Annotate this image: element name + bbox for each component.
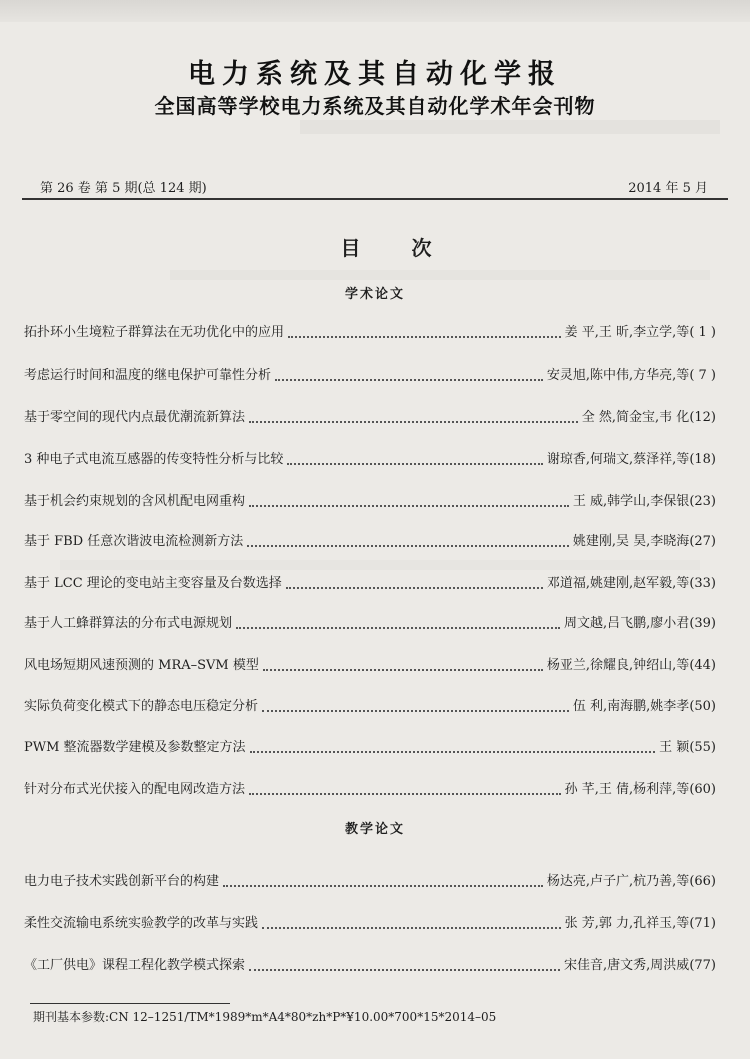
toc-entry-authors: 全 然,简金宝,韦 化 [581, 410, 690, 425]
toc-entry-title: 电力电子技术实践创新平台的构建 [24, 874, 220, 889]
toc-leader-dots [288, 326, 561, 338]
toc-entry-page: (33) [689, 576, 716, 591]
toc-entry[interactable] [24, 490, 716, 510]
toc-entry[interactable] [24, 912, 716, 932]
toc-entry-page: (77) [689, 958, 716, 973]
journal-parameters: 期刊基本参数:CN 12–1251/TM*1989*m*A4*80*zh*P*¥10.00*700*15*2014–05 [33, 1010, 497, 1024]
toc-entry-page: ( 7 ) [689, 368, 716, 383]
toc-leader-dots [249, 959, 560, 971]
toc-entry-authors: 杨达亮,卢子广,杭乃善,等 [546, 874, 690, 889]
toc-entry-authors: 孙 芊,王 倩,杨利萍,等 [564, 782, 690, 797]
toc-heading: 目 次 [340, 236, 454, 260]
toc-entry-page: (27) [689, 534, 716, 549]
toc-entry-title: 实际负荷变化模式下的静态电压稳定分析 [24, 699, 259, 714]
toc-entry[interactable] [24, 612, 716, 632]
show-through-mark [170, 270, 710, 280]
toc-entry-page: ( 1 ) [689, 325, 716, 340]
toc-leader-dots [275, 369, 543, 381]
toc-entry-page: (18) [689, 452, 716, 467]
show-through-mark [300, 120, 720, 134]
toc-entry-title: 基于 LCC 理论的变电站主变容量及台数选择 [24, 576, 282, 591]
toc-leader-dots [236, 617, 560, 629]
toc-entry-title: 基于机会约束规划的含风机配电网重构 [24, 494, 246, 509]
toc-leader-dots [249, 411, 578, 423]
toc-entry-page: (60) [689, 782, 716, 797]
toc-entry-page: (23) [689, 494, 716, 509]
toc-leader-dots [223, 875, 543, 887]
toc-entry[interactable] [24, 778, 716, 798]
toc-entry-title: 拓扑环小生境粒子群算法在无功优化中的应用 [24, 325, 285, 340]
toc-entry-page: (55) [689, 740, 716, 755]
toc-entry-title: PWM 整流器数学建模及参数整定方法 [24, 740, 246, 755]
toc-entry[interactable] [24, 364, 716, 384]
toc-entry-authors: 宋佳音,唐文秀,周洪威 [564, 958, 690, 973]
toc-entry[interactable] [24, 406, 716, 426]
toc-leader-dots [250, 741, 656, 753]
toc-entry[interactable] [24, 954, 716, 974]
toc-entry-page: (39) [689, 616, 716, 631]
show-through-mark [60, 560, 700, 570]
header-divider [22, 198, 728, 200]
journal-title: 电力系统及其自动化学报 [188, 59, 562, 90]
toc-leader-dots [249, 783, 561, 795]
toc-entry[interactable] [24, 321, 716, 341]
toc-entry[interactable] [24, 530, 716, 550]
toc-entry-title: 基于人工蜂群算法的分布式电源规划 [24, 616, 233, 631]
toc-leader-dots [262, 917, 561, 929]
toc-entry[interactable] [24, 448, 716, 468]
toc-entry-title: 风电场短期风速预测的 MRA–SVM 模型 [24, 658, 259, 673]
toc-leader-dots [263, 659, 543, 671]
toc-entry-authors: 邓道福,姚建刚,赵军毅,等 [546, 576, 690, 591]
scan-edge [0, 0, 750, 22]
issue-date: 2014 年 5 月 [628, 181, 708, 196]
toc-entry-authors: 姚建刚,吴 昊,李晓海 [572, 534, 690, 549]
footer-divider [30, 1003, 230, 1004]
toc-entry-authors: 安灵旭,陈中伟,方华亮,等 [546, 368, 690, 383]
toc-entry[interactable] [24, 654, 716, 674]
toc-entry-authors: 周文越,吕飞鹏,廖小君 [564, 616, 690, 631]
toc-entry-title: 基于 FBD 任意次谐波电流检测新方法 [24, 534, 244, 549]
toc-entry[interactable] [24, 695, 716, 715]
toc-entry-authors: 王 威,韩学山,李保银 [572, 494, 690, 509]
toc-entry-authors: 谢琼香,何瑞文,蔡泽祥,等 [546, 452, 690, 467]
toc-leader-dots [262, 700, 569, 712]
toc-entry[interactable] [24, 572, 716, 592]
toc-entry-page: (12) [689, 410, 716, 425]
toc-entry-authors: 王 颖 [659, 740, 690, 755]
toc-entry[interactable] [24, 870, 716, 890]
toc-entry-page: (71) [689, 916, 716, 931]
toc-entry-title: 针对分布式光伏接入的配电网改造方法 [24, 782, 246, 797]
toc-entry-page: (44) [689, 658, 716, 673]
toc-leader-dots [287, 453, 543, 465]
toc-entry-title: 3 种电子式电流互感器的传变特性分析与比较 [24, 452, 284, 467]
section-heading-teaching: 教学论文 [344, 822, 405, 837]
toc-entry-authors: 姜 平,王 昕,李立学,等 [564, 325, 690, 340]
toc-entry-authors: 伍 利,南海鹏,姚李孝 [572, 699, 690, 714]
toc-entry[interactable] [24, 736, 716, 756]
toc-entry-page: (50) [689, 699, 716, 714]
toc-entry-title: 基于零空间的现代内点最优潮流新算法 [24, 410, 246, 425]
toc-entry-authors: 杨亚兰,徐耀良,钟绍山,等 [546, 658, 690, 673]
toc-entry-page: (66) [689, 874, 716, 889]
toc-leader-dots [286, 577, 543, 589]
journal-subtitle: 全国高等学校电力系统及其自动化学术年会刊物 [154, 94, 596, 118]
toc-entry-authors: 张 芳,郭 力,孔祥玉,等 [564, 916, 690, 931]
toc-leader-dots [247, 535, 569, 547]
toc-leader-dots [249, 495, 569, 507]
section-heading-academic: 学术论文 [344, 287, 405, 302]
toc-entry-title: 《工厂供电》课程工程化教学模式探索 [24, 958, 246, 973]
issue-volume-info: 第 26 卷 第 5 期(总 124 期) [40, 181, 207, 196]
toc-entry-title: 考虑运行时间和温度的继电保护可靠性分析 [24, 368, 272, 383]
toc-entry-title: 柔性交流输电系统实验教学的改革与实践 [24, 916, 259, 931]
